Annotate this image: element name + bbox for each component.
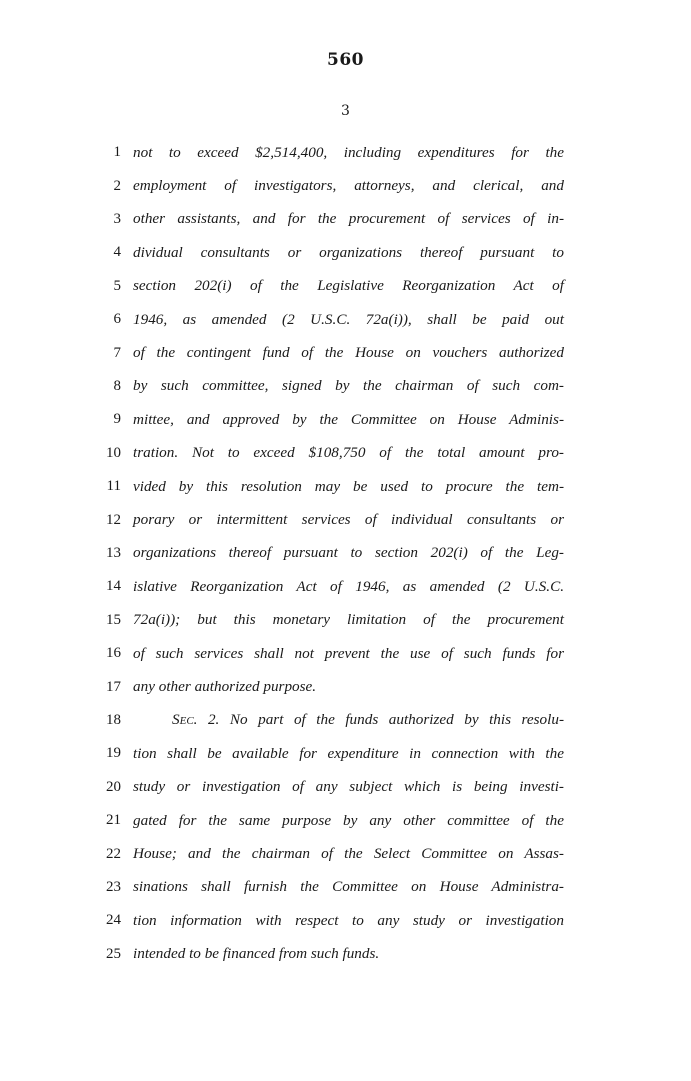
sheet-number: 3 (341, 103, 350, 119)
line-number: 21 (106, 812, 121, 829)
line-text: by such committee, signed by the chairman of such com- (133, 377, 564, 395)
text-line (0, 704, 691, 737)
text-line (0, 537, 691, 570)
line-text: section 202(i) of the Legislative Reorganization Act of (133, 277, 564, 295)
text-line (0, 136, 691, 169)
text-line (0, 437, 691, 470)
line-text (133, 711, 564, 729)
line-number: 25 (106, 945, 121, 962)
text-line (0, 169, 691, 202)
line-number: 3 (113, 210, 121, 227)
line-text: not to exceed $2,514,400, including expenditures for the (133, 143, 564, 161)
line-number: 14 (106, 578, 121, 595)
text-line (0, 837, 691, 870)
line-text: mittee, and approved by the Committee on House Adminis- (133, 410, 564, 428)
line-number: 13 (106, 544, 121, 561)
line-number: 5 (113, 277, 121, 294)
line-text: of such services shall not prevent the use of such funds for (133, 644, 564, 662)
text-line (0, 503, 691, 536)
line-text: any other authorized purpose. (133, 678, 317, 696)
text-line (0, 804, 691, 837)
line-text: 72a(i)); but this monetary limitation of the procurement (133, 611, 564, 629)
line-text: vided by this resolution may be used to procure the tem- (133, 477, 564, 495)
line-text: 1946, as amended (2 U.S.C. 72a(i)), shall be paid out (133, 310, 564, 328)
line-number: 7 (113, 344, 121, 361)
text-line (0, 904, 691, 937)
text-line (0, 336, 691, 369)
line-number: 12 (106, 511, 121, 528)
line-text: House; and the chairman of the Select Committee on Assas- (133, 845, 564, 863)
line-text: tion information with respect to any study or investigation (133, 911, 564, 929)
line-number: 15 (106, 611, 121, 628)
line-number: 11 (106, 478, 121, 495)
text-line (0, 637, 691, 670)
line-number: 16 (106, 645, 121, 662)
line-text: other assistants, and for the procurement of services of in- (133, 210, 564, 228)
line-text: islative Reorganization Act of 1946, as amended (2 U.S.C. (133, 577, 564, 595)
text-line (0, 938, 691, 971)
line-text: intended to be financed from such funds. (133, 945, 380, 963)
line-number: 23 (106, 878, 121, 895)
text-line (0, 871, 691, 904)
line-text: gated for the same purpose by any other committee of the (133, 811, 564, 829)
text-line (0, 203, 691, 236)
line-number: 8 (113, 377, 121, 394)
text-line (0, 403, 691, 436)
line-number: 22 (106, 845, 121, 862)
text-line (0, 270, 691, 303)
line-text: organizations thereof pursuant to section 202(i) of the Leg- (133, 544, 564, 562)
line-text: dividual consultants or organizations thereof pursuant to (133, 243, 564, 261)
line-number: 17 (106, 678, 121, 695)
line-number: 4 (113, 244, 121, 261)
text-line (0, 570, 691, 603)
section-label: Sec. 2. (172, 711, 220, 729)
text-line (0, 470, 691, 503)
text-line (0, 737, 691, 770)
text-line (0, 303, 691, 336)
line-number: 10 (106, 444, 121, 461)
line-text: sinations shall furnish the Committee on House Administra- (133, 878, 564, 896)
text-line (0, 771, 691, 804)
text-line (0, 670, 691, 703)
line-text: employment of investigators, attorneys, and clerical, and (133, 177, 564, 195)
page-number: 560 (327, 50, 364, 70)
text-line (0, 370, 691, 403)
line-number: 18 (106, 711, 121, 728)
line-text: study or investigation of any subject which is being investi- (133, 778, 564, 796)
line-number: 20 (106, 778, 121, 795)
line-number: 19 (106, 745, 121, 762)
line-number: 6 (113, 311, 121, 328)
line-text: porary or intermittent services of individual consultants or (133, 511, 564, 529)
text-line (0, 604, 691, 637)
text-line (0, 236, 691, 269)
resolution-text-body (0, 136, 691, 976)
line-number: 1 (113, 144, 121, 161)
line-number: 9 (113, 411, 121, 428)
section-text: No part of the funds authorized by this resolu- (219, 711, 565, 729)
line-text: of the contingent fund of the House on vouchers authorized (133, 344, 564, 362)
line-text: tration. Not to exceed $108,750 of the total amount pro- (133, 444, 564, 462)
line-number: 2 (113, 177, 121, 194)
line-text: tion shall be available for expenditure in connection with the (133, 744, 564, 762)
line-number: 24 (106, 912, 121, 929)
